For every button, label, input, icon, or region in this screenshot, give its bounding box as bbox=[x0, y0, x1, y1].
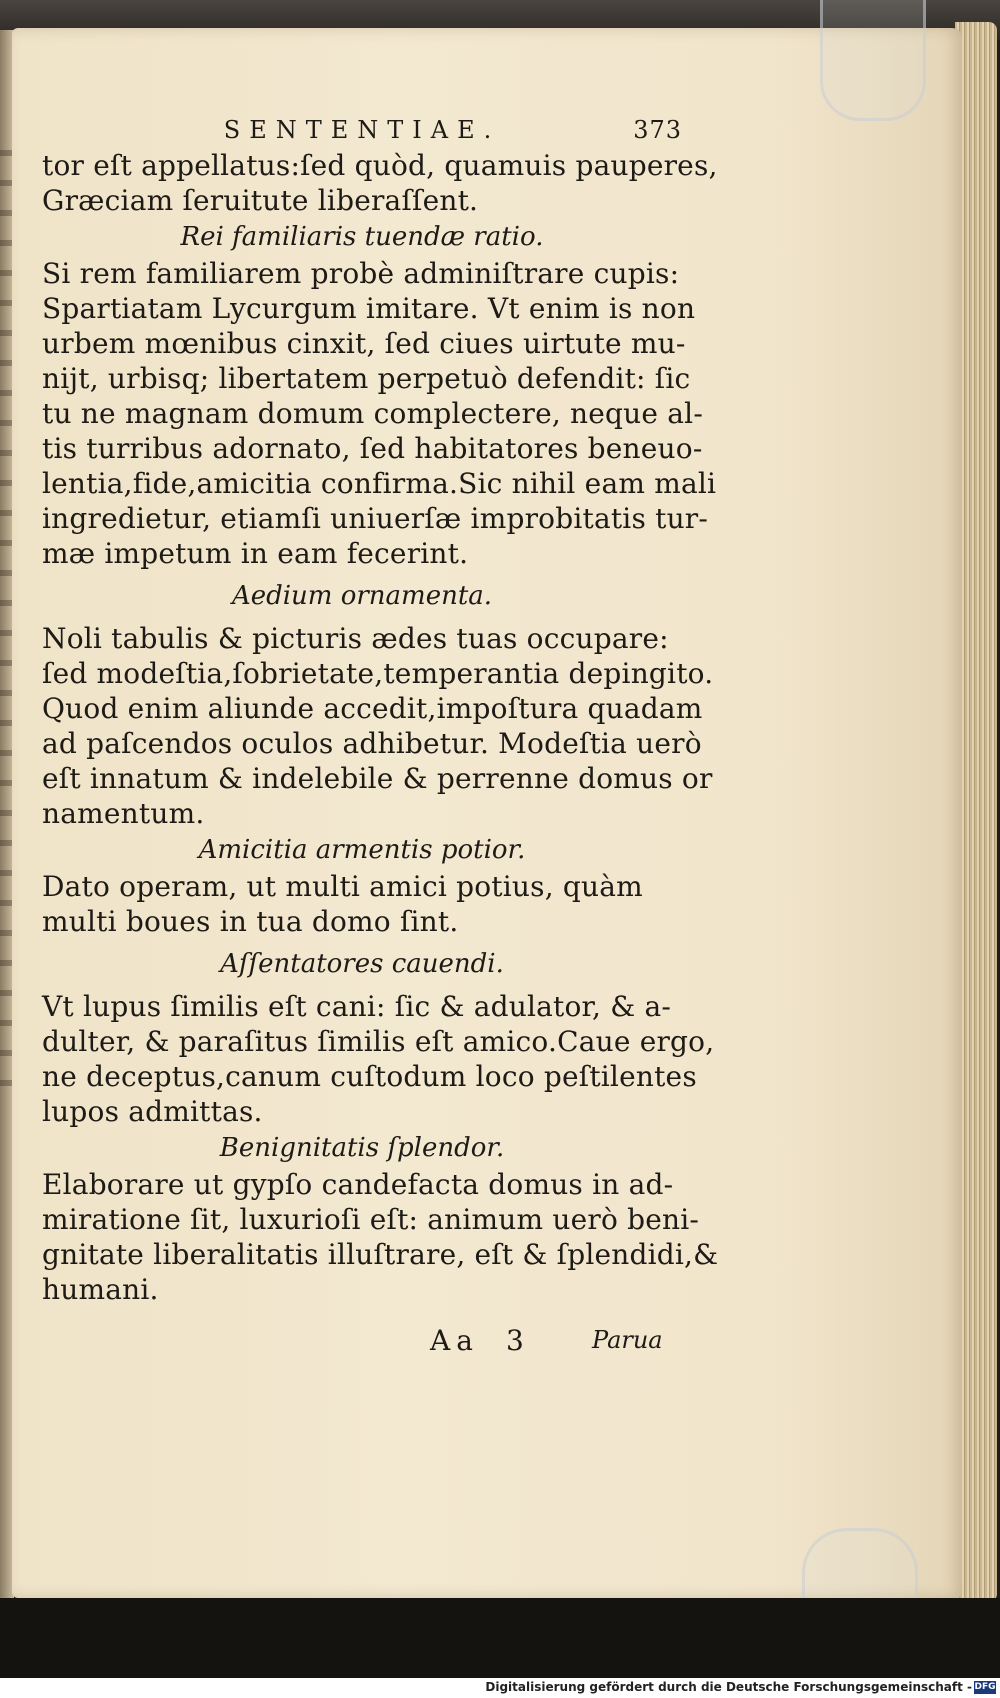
dfg-logo: DFG bbox=[974, 1682, 996, 1692]
section-heading: Amicitia armentis potior. bbox=[198, 835, 526, 865]
text-line: dulter, & paraſitus ſimilis eſt amico.Caue ergo, bbox=[42, 1025, 715, 1058]
running-head bbox=[42, 112, 682, 148]
text-line: miratione ſit, luxurioſi eſt: animum uerò beni- bbox=[42, 1203, 700, 1236]
signature-mark: Aa bbox=[430, 1324, 479, 1357]
text-line: ingredietur, etiamſi uniuerſæ improbitatis tur- bbox=[42, 502, 709, 535]
text-line: lentia,fide,amicitia confirma.Sic nihil eam mali bbox=[42, 467, 717, 500]
section-heading: Aſſentatores cauendi. bbox=[220, 949, 504, 979]
text-line: Vt lupus ſimilis eſt cani: ſic & adulator, & a- bbox=[42, 990, 671, 1023]
text-line: humani. bbox=[42, 1273, 159, 1306]
text-line: tis turribus adornato, ſed habitatores beneuo- bbox=[42, 432, 703, 465]
page-text-block bbox=[42, 112, 719, 1307]
scan-background-bottom bbox=[0, 1598, 1000, 1678]
text-line: ſed modeſtia,ſobrietate,temperantia depingito. bbox=[42, 657, 714, 690]
digitization-credit-bar bbox=[0, 1678, 1000, 1698]
text-line: Spartiatam Lycurgum imitare. Vt enim is non bbox=[42, 292, 696, 325]
section-heading: Aedium ornamenta. bbox=[231, 581, 493, 611]
credit-text: Digitalisierung gefördert durch die Deutsche Forschungsgemeinschaft - bbox=[485, 1680, 972, 1694]
text-line: ad paſcendos oculos adhibetur. Modeſtia uerò bbox=[42, 727, 702, 760]
section-heading: Benignitatis ſplendor. bbox=[219, 1133, 505, 1163]
text-line: mæ impetum in eam fecerint. bbox=[42, 537, 469, 570]
text-line: Si rem familiarem probè adminiſtrare cupis: bbox=[42, 257, 680, 290]
text-line: tor eſt appellatus:ſed quòd, quamuis pauperes, bbox=[42, 149, 718, 182]
text-line: tu ne magnam domum complectere, neque al- bbox=[42, 397, 703, 430]
text-line: Elaborare ut gypſo candefacta domus in ad- bbox=[42, 1168, 674, 1201]
text-line: gnitate liberalitatis illuſtrare, eſt & ſplendidi,& bbox=[42, 1238, 719, 1271]
text-line: Quod enim aliunde accedit,impoſtura quadam bbox=[42, 692, 703, 725]
signature-number: 3 bbox=[506, 1324, 524, 1357]
text-line: multi boues in tua domo ſint. bbox=[42, 905, 459, 938]
text-line: Græciam ſeruitute liberaſſent. bbox=[42, 184, 479, 217]
text-line: Dato operam, ut multi amici potius, quàm bbox=[42, 870, 643, 903]
folio-number: 373 bbox=[633, 116, 682, 144]
catchword: Parua bbox=[592, 1326, 663, 1354]
book-clip-top bbox=[820, 0, 926, 121]
text-line: lupos admittas. bbox=[42, 1095, 263, 1128]
text-line: eſt innatum & indelebile & perrenne domus or bbox=[42, 762, 713, 795]
text-line: nijt, urbisq; libertatem perpetuò defendit: ſic bbox=[42, 362, 691, 395]
section-heading: Rei familiaris tuendæ ratio. bbox=[180, 222, 544, 252]
text-line: Noli tabulis & picturis ædes tuas occupare: bbox=[42, 622, 669, 655]
text-line: urbem mœnibus cinxit, ſed ciues uirtute mu- bbox=[42, 327, 686, 360]
running-head-title: SENTENTIAE. bbox=[223, 116, 501, 144]
text-line: namentum. bbox=[42, 797, 205, 830]
text-line: ne deceptus,canum cuſtodum loco peſtilentes bbox=[42, 1060, 697, 1093]
